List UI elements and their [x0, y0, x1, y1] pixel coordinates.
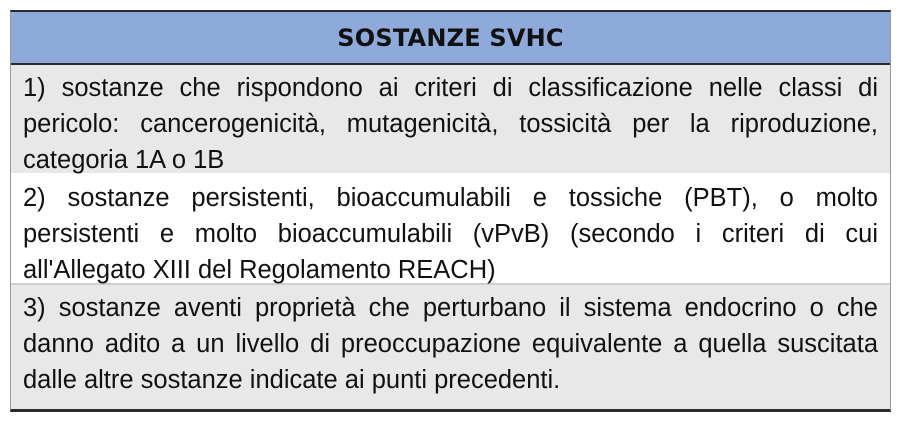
table-row-2: 2) sostanze persistenti, bioaccumulabili e tossiche (PBT), o molto persistenti e molto bioaccumulabili (vPvB) (secondo i criteri di cui all'Allegato XIII del Regolamento REACH)	[11, 175, 890, 285]
table-row-1: 1) sostanze che rispondono ai criteri di classificazione nelle classi di pericolo: cancerogenicità, mutagenicità, tossicità per la riproduzione, categoria 1A o 1B	[11, 65, 890, 175]
table-header: SOSTANZE SVHC	[11, 12, 890, 65]
svhc-table	[10, 10, 891, 412]
table-row-3: 3) sostanze aventi proprietà che perturbano il sistema endocrino o che danno adito a un livello di preoccupazione equivalente a quella suscitata dalle altre sostanze indicate ai punti precedenti.	[11, 285, 890, 409]
